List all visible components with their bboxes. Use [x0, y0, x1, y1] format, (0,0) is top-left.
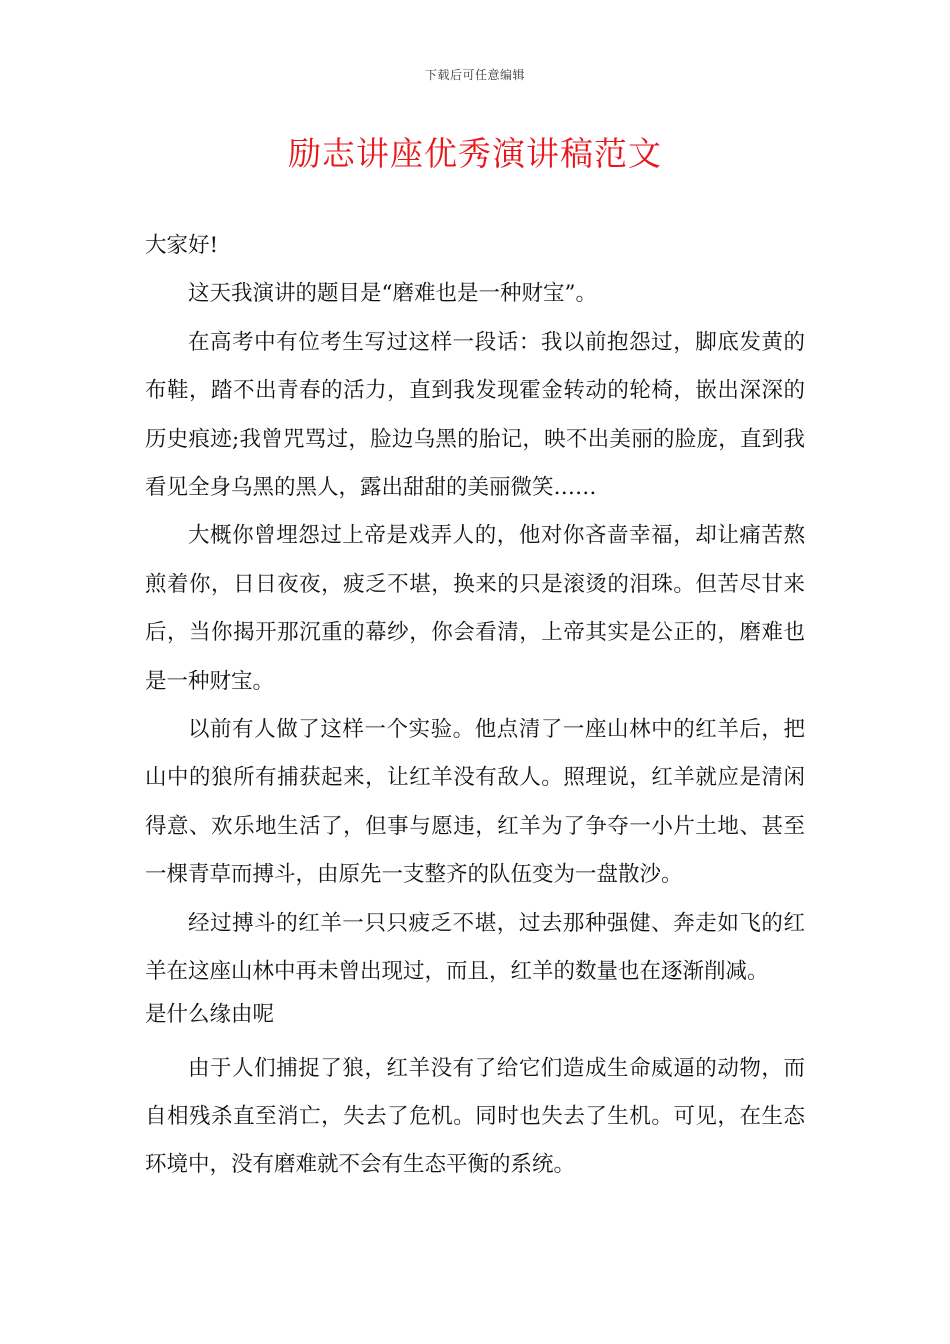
greeting-paragraph: 大家好! — [145, 233, 219, 258]
body-paragraph: 这天我演讲的题目是“磨难也是一种财宝”。 — [188, 281, 597, 307]
document-title: 励志讲座优秀演讲稿范文 — [288, 134, 662, 173]
document-body — [145, 222, 805, 1190]
header-note: 下载后可任意编辑 — [424, 68, 525, 82]
body-paragraph-tail: 是什么缘由呢 — [145, 1001, 275, 1027]
body-paragraph: 以前有人做了这样一个实验。他点清了一座山林中的红羊后，把山中的狼所有捕获起来，让红羊没有敌人。照理说，红羊就应是清闲得意、欢乐地生活了，但事与愿违，红羊为了争夺一小片土地、甚至一棵青草而搏斗，由原先一支整齐的队伍变为一盘散沙。 — [145, 717, 805, 888]
body-paragraph: 大概你曾埋怨过上帝是戏弄人的，他对你吝啬幸福，却让痛苦熬煎着你，日日夜夜，疲乏不堪，换来的只是滚烫的泪珠。但苦尽甘来后，当你揭开那沉重的幕纱，你会看清，上帝其实是公正的，磨难也是一种财宝。 — [145, 523, 805, 694]
body-paragraph: 由于人们捕捉了狼，红羊没有了给它们造成生命威逼的动物，而自相残杀直至消亡，失去了危机。同时也失去了生机。可见，在生态环境中，没有磨难就不会有生态平衡的系统。 — [145, 1055, 805, 1178]
body-paragraph: 经过搏斗的红羊一只只疲乏不堪，过去那种强健、奔走如飞的红羊在这座山林中再未曾出现过，而且，红羊的数量也在逐渐削减。 — [145, 910, 805, 985]
body-paragraph: 在高考中有位考生写过这样一段话：我以前抱怨过，脚底发黄的布鞋，踏不出青春的活力，直到我发现霍金转动的轮椅，嵌出深深的历史痕迹;我曾咒骂过，脸边乌黑的胎记，映不出美丽的脸庞，直到我看见全身乌黑的黑人，露出甜甜的美丽微笑…… — [145, 329, 805, 501]
